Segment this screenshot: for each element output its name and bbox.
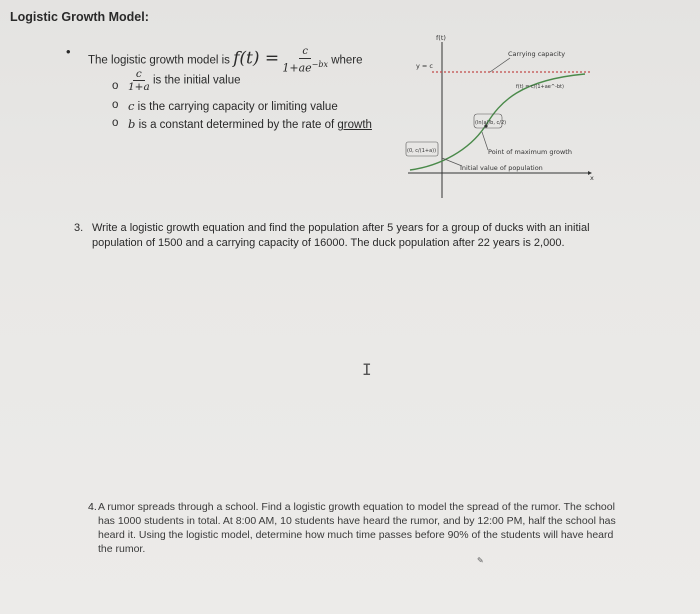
graph-y-eq-c: y = c	[416, 62, 433, 70]
sub-item-initial-value	[128, 68, 241, 93]
graph-leader-initial	[442, 158, 462, 166]
question-4-line-4: the rumor.	[98, 543, 146, 555]
graph-capacity-label: Carrying capacity	[508, 50, 566, 58]
question-3-line-2: population of 1500 and a carrying capacity of 16000. The duck population after 22 years is 2,000.	[92, 237, 565, 249]
carrying-capacity-text: is the carrying capacity or limiting value	[137, 101, 338, 113]
question-4-number: 4.	[88, 501, 97, 513]
question-3-number: 3.	[74, 222, 84, 234]
sub-item-marker-2: o	[112, 99, 119, 111]
question-3-line-1: Write a logistic growth equation and find the population after 5 years for a group of ducks with an initial	[92, 222, 590, 234]
initial-value-text: is the initial value	[152, 74, 241, 87]
sub-item-marker-3: o	[112, 117, 119, 129]
question-3-text	[92, 221, 692, 251]
growth-link[interactable]: growth	[337, 119, 372, 131]
bullet-marker: •	[66, 44, 71, 59]
graph-initial-point-label: (0, c/(1+a))	[407, 148, 437, 154]
growth-constant-var: b	[128, 117, 136, 131]
model-intro-suffix: where	[331, 54, 363, 67]
model-numerator: c	[299, 46, 311, 59]
growth-constant-text: is a constant determined by the rate of	[138, 119, 335, 131]
carrying-capacity-var: c	[128, 99, 135, 113]
graph-x-label: x	[590, 174, 594, 182]
page-title: Logistic Growth Model:	[10, 10, 149, 24]
graph-leader-capacity	[490, 58, 510, 72]
model-fraction	[282, 46, 328, 75]
model-denominator: $1+ae^{-bx}$	[282, 60, 328, 75]
model-exponent: −bx	[311, 60, 328, 69]
question-4-line-3: heard it. Using the logistic model, determine how much time passes before 90% of the students will have heard	[98, 529, 614, 541]
text-cursor-icon: I	[362, 360, 372, 379]
logistic-graph	[400, 30, 600, 205]
initial-value-numerator: c	[133, 68, 145, 81]
model-intro-prefix: The logistic growth model is	[88, 54, 230, 67]
graph-y-label: f(t)	[436, 34, 446, 42]
question-4-line-2: has 1000 students in total. At 8:00 AM, 10 students have heard the rumor, and by 12:00 PM, half the school has	[98, 515, 616, 527]
initial-value-denominator: 1+a	[128, 81, 150, 93]
sub-item-carrying-capacity	[128, 99, 338, 113]
sub-item-marker-1: o	[112, 80, 119, 92]
initial-value-fraction	[128, 68, 150, 93]
sub-item-growth-constant	[128, 117, 372, 131]
small-mark-icon: ✎	[477, 556, 484, 565]
question-4-text	[98, 500, 696, 556]
question-4-line-1: A rumor spreads through a school. Find a logistic growth equation to model the spread of the rumor. The school	[98, 501, 615, 513]
graph-formula-label: f(t) = c/(1+ae^-bt)	[516, 84, 564, 90]
graph-initial-label: Initial value of population	[460, 164, 543, 172]
graph-max-point-label: (ln(a)/b, c/2)	[475, 120, 507, 126]
graph-max-growth-label: Point of maximum growth	[488, 148, 572, 156]
model-function-label: f(t) =	[233, 48, 280, 69]
